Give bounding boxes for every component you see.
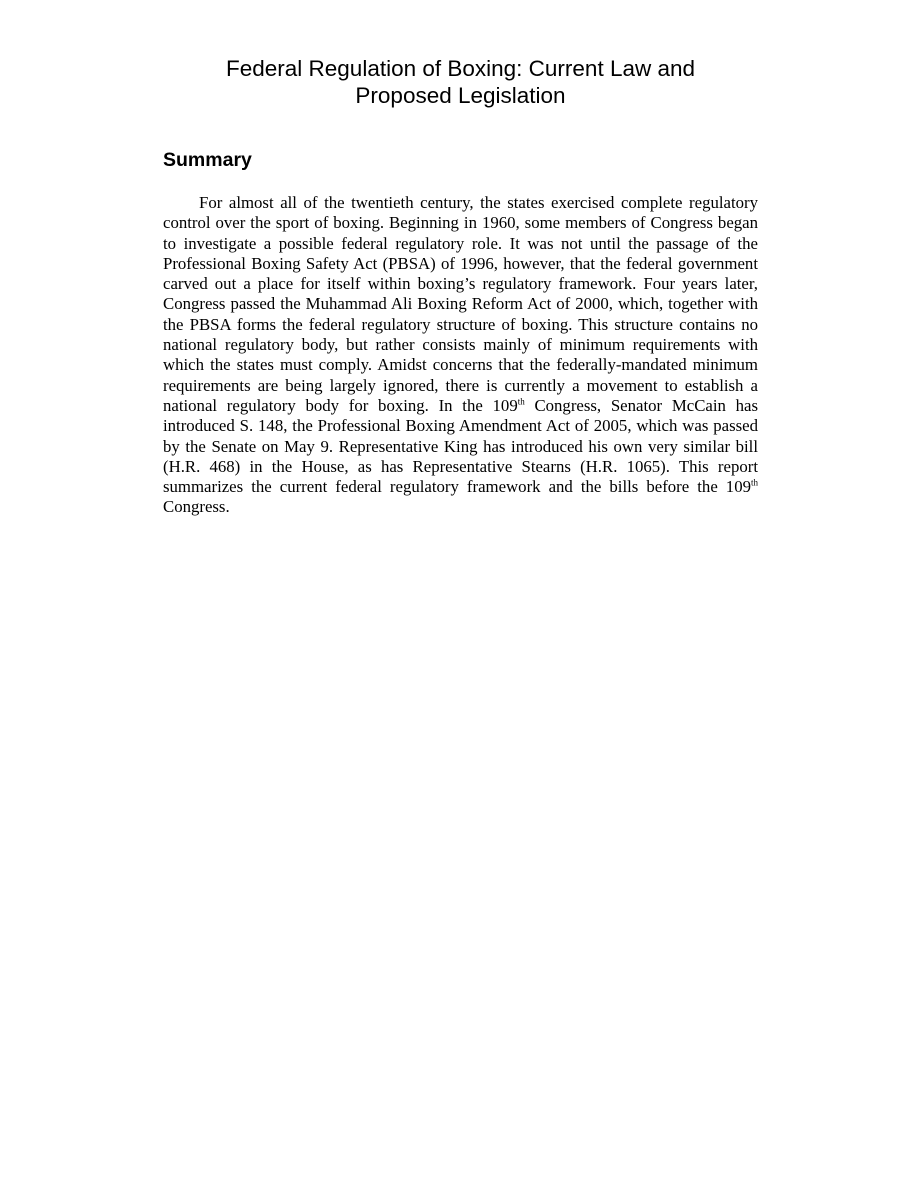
summary-paragraph <box>163 193 758 518</box>
ordinal-superscript-1: th <box>517 396 525 407</box>
document-title-line-2: Proposed Legislation <box>355 83 566 108</box>
summary-text-part-2: Congress, Senator McCain has introduced S. 148, the Professional Boxing Amendment Act of 2005, which was passed by the Senate on May 9. Representative King has introduced his own very similar bill (H.R. 468) in the House, as has Representative Stearns (H.R. 1065). This report summarizes the current federal regulatory framework and the bills before the 109 <box>163 395 758 497</box>
document-title-line-1: Federal Regulation of Boxing: Current Law and <box>225 56 696 81</box>
summary-text-part-1: For almost all of the twentieth century, the states exercised complete regulatory control over the sport of boxing. Beginning in 1960, some members of Congress began to investigate a possible federal regulatory role. It was not until the passage of the Professional Boxing Safety Act (PBSA) of 1996, however, that the federal government carved out a place for itself within boxing’s regulatory framework. Four years later, Congress passed the Muhammad Ali Boxing Reform Act of 2000, which, together with the PBSA forms the federal regulatory structure of boxing. This structure contains no national regulatory body, but rather consists mainly of minimum requirements with which the states must comply. Amidst concerns that the federally-mandated minimum requirements are being largely ignored, there is currently a movement to establish a national regulatory body for boxing. In the 109 <box>163 193 758 415</box>
summary-heading: Summary <box>163 149 252 171</box>
document-title <box>163 55 758 109</box>
summary-text-part-3: Congress. <box>163 497 230 517</box>
ordinal-superscript-2: th <box>750 477 758 488</box>
